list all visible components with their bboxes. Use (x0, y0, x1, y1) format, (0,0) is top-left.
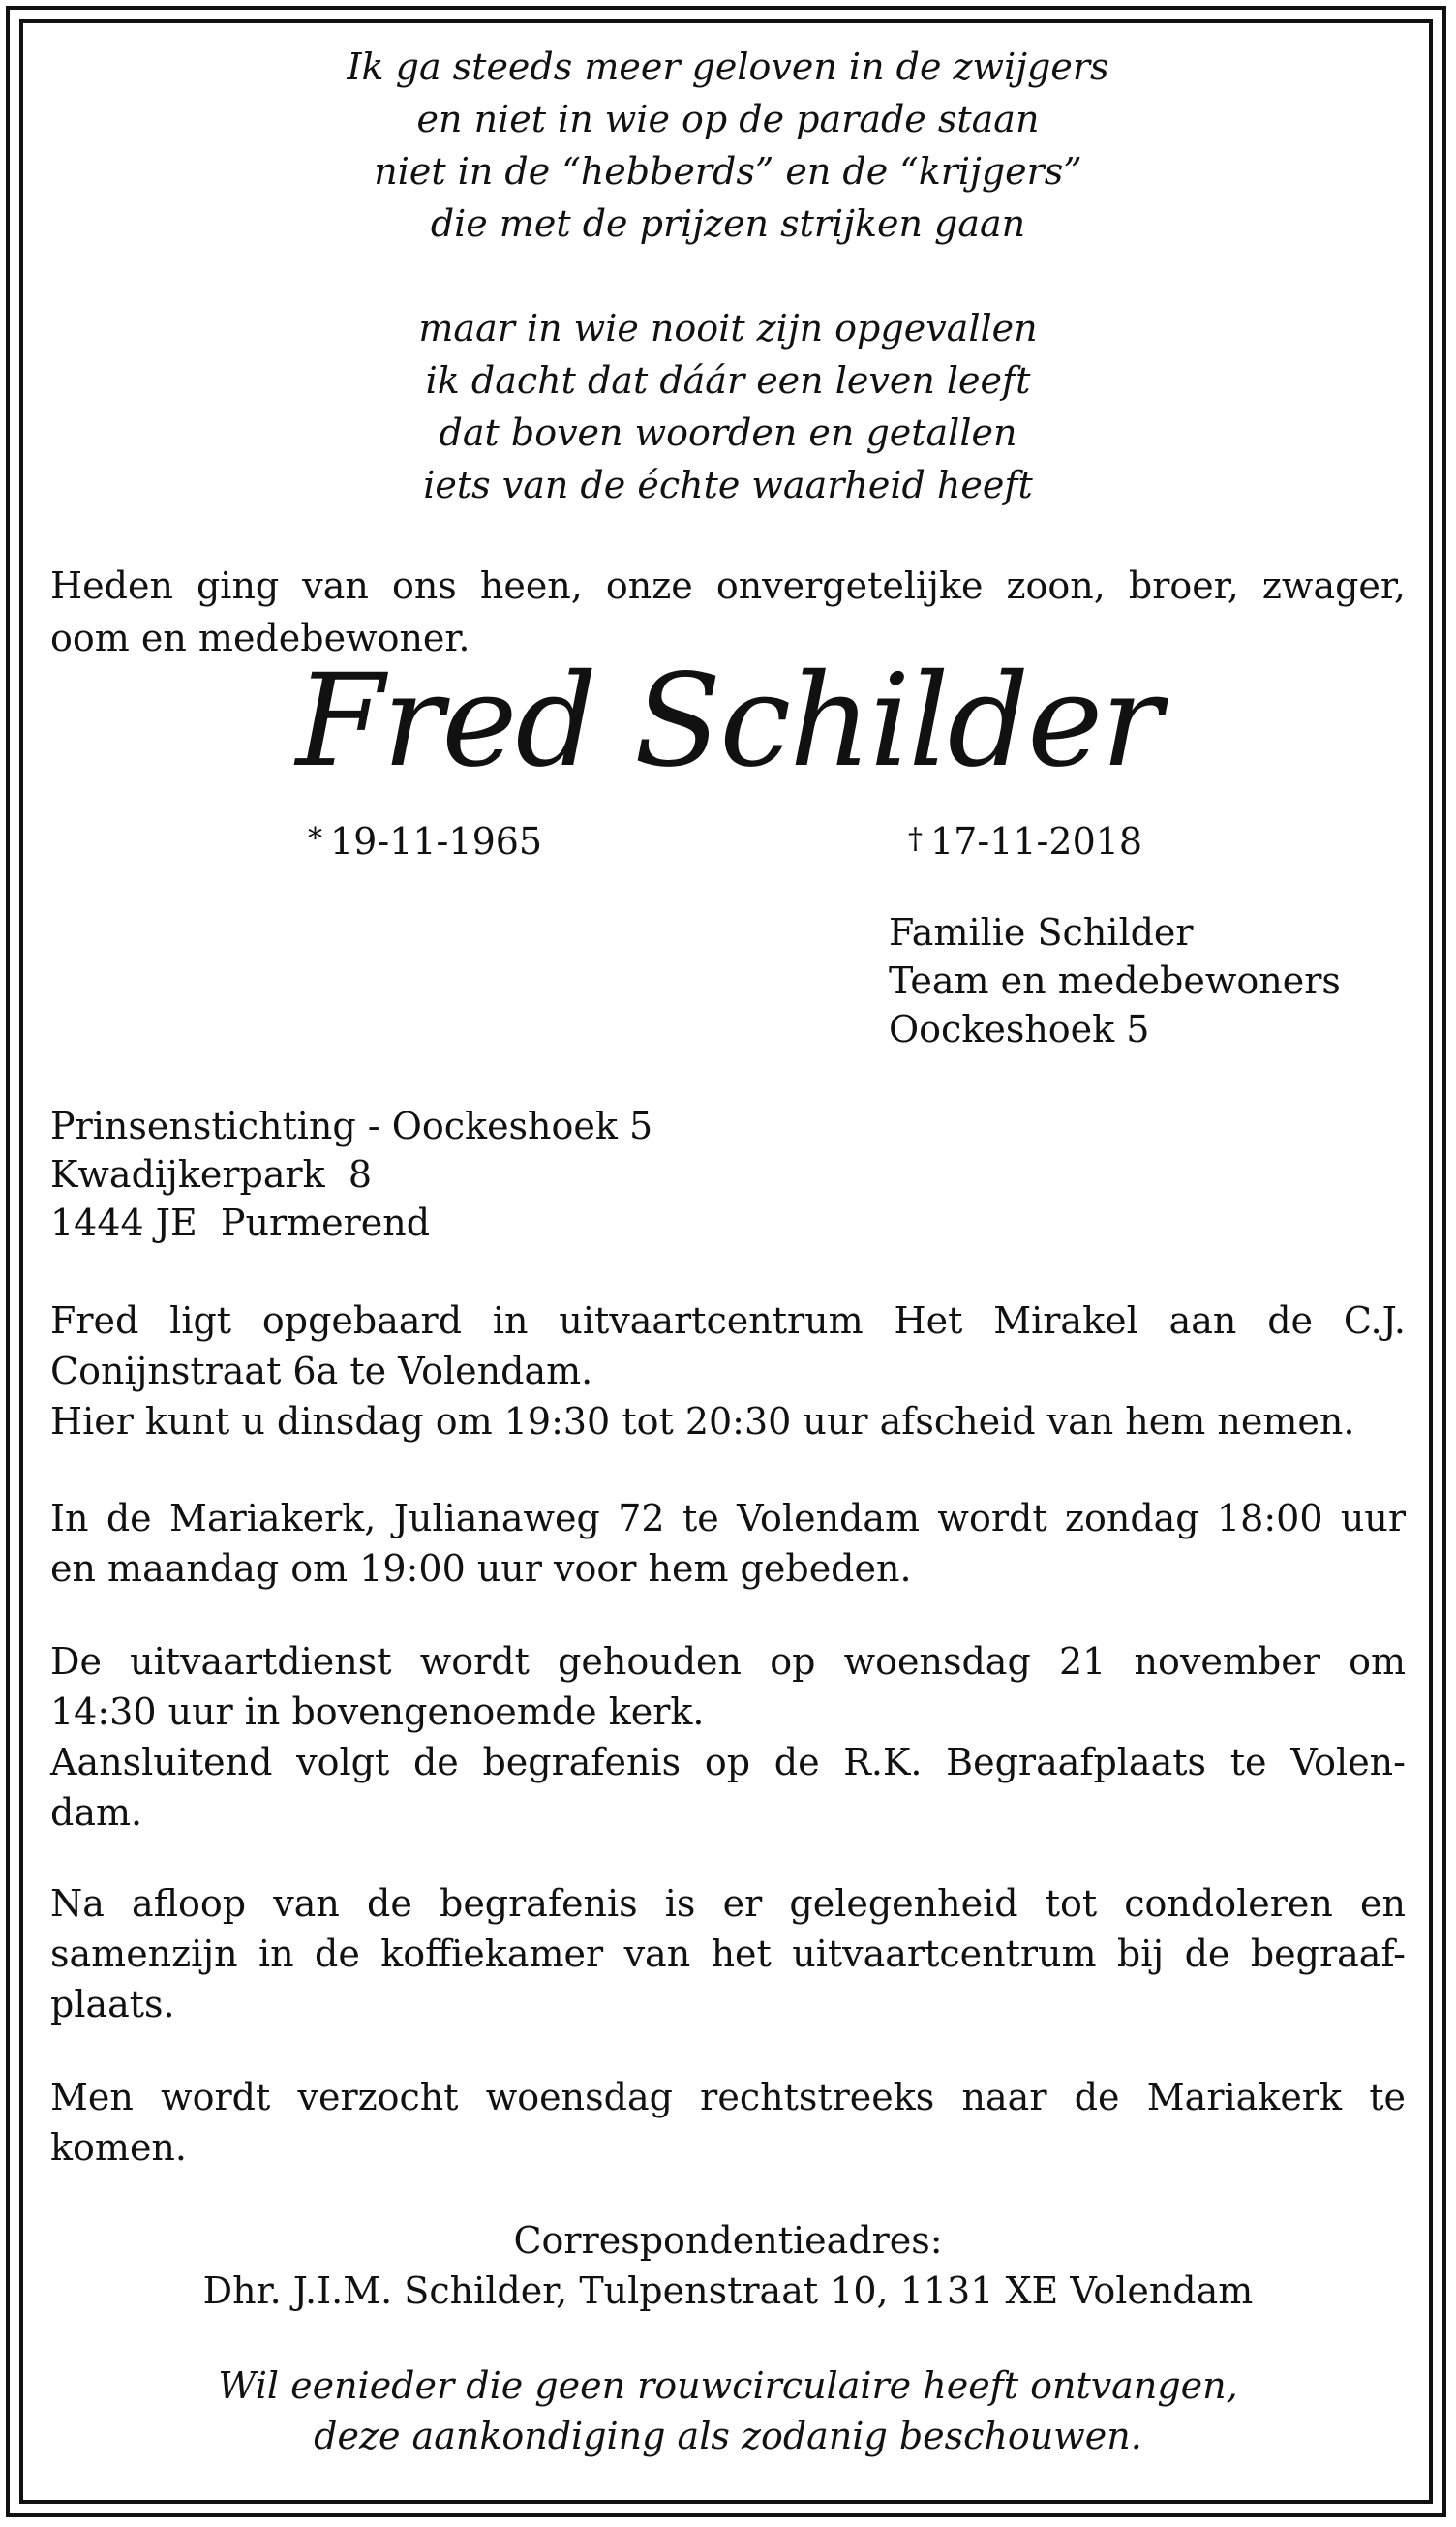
signers (889, 908, 1341, 1053)
death-symbol: † (908, 822, 923, 856)
paragraph-line: Fred ligt opgebaard in uitvaartcentrum Het Mirakel aan de C.J. (50, 1299, 1406, 1342)
death-date-value: 17-11-2018 (930, 820, 1143, 863)
paragraph-line: en maandag om 19:00 uur voor hem gebeden. (50, 1547, 912, 1590)
poem-line: maar in wie nooit zijn opgevallen (418, 307, 1038, 350)
poem-stanza-2 (50, 302, 1406, 511)
paragraph-line: samenzijn in de koffiekamer van het uitvaartcentrum bij de begraaf- (50, 1933, 1406, 1975)
deceased-name: Fred Schilder (295, 647, 1161, 796)
poem (50, 41, 1406, 511)
poem-stanza-1 (50, 41, 1406, 250)
closing-line: deze aankondiging als zodanig beschouwen. (314, 2415, 1142, 2457)
birth-date-value: 19-11-1965 (330, 820, 543, 863)
paragraph-line: dam. (50, 1791, 143, 1834)
poem-line: die met de prijzen strijken gaan (430, 202, 1026, 245)
paragraph-line: komen. (50, 2126, 187, 2169)
poem-line: en niet in wie op de parade staan (416, 98, 1040, 140)
correspondence (50, 2215, 1406, 2316)
paragraph-line: Na afloop van de begrafenis is er gelegenheid tot condoleren en (50, 1882, 1406, 1925)
address-line: Prinsenstichting - Oockeshoek 5 (50, 1105, 653, 1147)
poem-line: Ik ga steeds meer geloven in de zwijgers (347, 46, 1109, 88)
paragraph-line: Hier kunt u dinsdag om 19:30 tot 20:30 uur afscheid van hem nemen. (50, 1400, 1355, 1443)
poem-line: iets van de échte waarheid heeft (423, 464, 1033, 506)
correspondence-address: Dhr. J.I.M. Schilder, Tulpenstraat 10, 1131 XE Volendam (202, 2269, 1254, 2312)
death-date (908, 813, 1142, 868)
intro-line: oom en medebewoner. (50, 617, 470, 659)
signer-line: Team en medebewoners (889, 959, 1341, 1002)
paragraph-prayer (50, 1493, 1406, 1594)
paragraph-line: De uitvaartdienst wordt gehouden op woensdag 21 november om (50, 1640, 1406, 1683)
signer-line: Oockeshoek 5 (889, 1008, 1150, 1050)
paragraph-line: Men wordt verzocht woensdag rechtstreeks naar de Mariakerk te (50, 2076, 1406, 2118)
address-line: Kwadijkerpark 8 (50, 1153, 373, 1196)
paragraph-funeral-service (50, 1636, 1406, 1838)
paragraph-line: Conijnstraat 6a te Volendam. (50, 1350, 593, 1392)
poem-line: niet in de “hebberds” en de “krijgers” (374, 150, 1082, 193)
closing-note (50, 2360, 1406, 2461)
birth-date (308, 813, 542, 868)
paragraph-line: In de Mariakerk, Julianaweg 72 te Volendam wordt zondag 18:00 uur (50, 1497, 1406, 1539)
intro-line: Heden ging van ons heen, onze onvergetelijke zoon, broer, zwager, (50, 564, 1406, 607)
paragraph-viewing (50, 1295, 1406, 1446)
poem-line: dat boven woorden en getallen (439, 411, 1017, 454)
paragraph-condolences (50, 1878, 1406, 2029)
closing-line: Wil eenieder die geen rouwcirculaire heeft ontvangen, (218, 2364, 1238, 2407)
paragraph-line: plaats. (50, 1983, 175, 2025)
residence-address (50, 1102, 1406, 1247)
paragraph-line: Aansluitend volgt de begrafenis op de R.K. Begraafplaats te Volen- (50, 1741, 1406, 1783)
correspondence-label: Correspondentieadres: (513, 2219, 943, 2262)
paragraph-request (50, 2072, 1406, 2173)
birth-symbol: * (308, 822, 322, 856)
address-line: 1444 JE Purmerend (50, 1202, 431, 1244)
paragraph-line: 14:30 uur in bovengenoemde kerk. (50, 1690, 705, 1733)
signer-line: Familie Schilder (889, 911, 1194, 954)
poem-line: ik dacht dat dáár een leven leeft (425, 359, 1031, 402)
